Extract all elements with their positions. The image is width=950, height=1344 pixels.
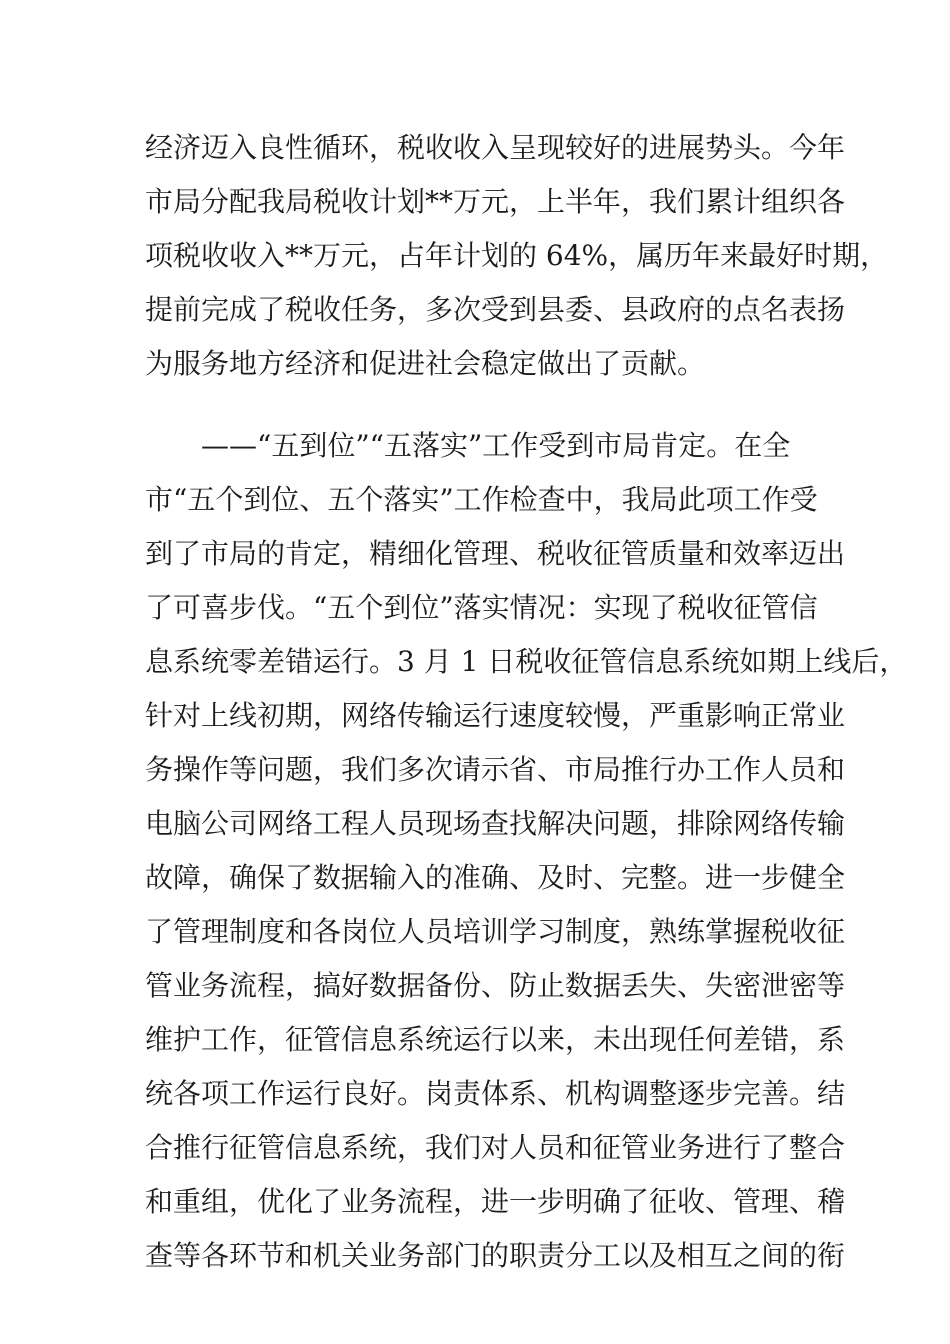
text-line: 针对上线初期，网络传输运行速度较慢，严重影响正常业 <box>145 699 846 732</box>
text-line: 电脑公司网络工程人员现场查找解决问题，排除网络传输 <box>145 807 846 840</box>
text-line: 和重组，优化了业务流程，进一步明确了征收、管理、稽 <box>145 1185 846 1218</box>
text-line: 了管理制度和各岗位人员培训学习制度，熟练掌握税收征 <box>145 915 846 948</box>
text-line: 息系统零差错运行。3 月 1 日税收征管信息系统如期上线后， <box>145 645 908 678</box>
paragraph-2 <box>145 419 907 1283</box>
text-line: 到了市局的肯定，精细化管理、税收征管质量和效率迈出 <box>145 537 846 570</box>
text-line: 为服务地方经济和促进社会稳定做出了贡献。 <box>145 347 706 380</box>
text-line: 项税收收入**万元，占年计划的 64%，属历年来最好时期， <box>145 239 889 272</box>
text-line: 故障，确保了数据输入的准确、及时、完整。进一步健全 <box>145 861 846 894</box>
text-line: 经济迈入良性循环，税收收入呈现较好的进展势头。今年 <box>145 131 846 164</box>
text-line: 了可喜步伐。“五个到位”落实情况：实现了税收征管信 <box>145 591 818 624</box>
text-line: 统各项工作运行良好。岗责体系、机构调整逐步完善。结 <box>145 1077 846 1110</box>
text-line: 维护工作，征管信息系统运行以来，未出现任何差错，系 <box>145 1023 846 1056</box>
text-line: 管业务流程，搞好数据备份、防止数据丢失、失密泄密等 <box>145 969 846 1002</box>
text-line: 查等各环节和机关业务部门的职责分工以及相互之间的衔 <box>145 1239 846 1272</box>
text-line: ——“五到位”“五落实”工作受到市局肯定。在全 <box>145 429 791 462</box>
text-line: 合推行征管信息系统，我们对人员和征管业务进行了整合 <box>145 1131 846 1164</box>
paragraph-1 <box>145 121 888 391</box>
text-line: 市局分配我局税收计划**万元，上半年，我们累计组织各 <box>145 185 846 218</box>
text-line: 提前完成了税收任务，多次受到县委、县政府的点名表扬 <box>145 293 846 326</box>
text-line: 市“五个到位、五个落实”工作检查中，我局此项工作受 <box>145 483 818 516</box>
text-line: 务操作等问题，我们多次请示省、市局推行办工作人员和 <box>145 753 846 786</box>
